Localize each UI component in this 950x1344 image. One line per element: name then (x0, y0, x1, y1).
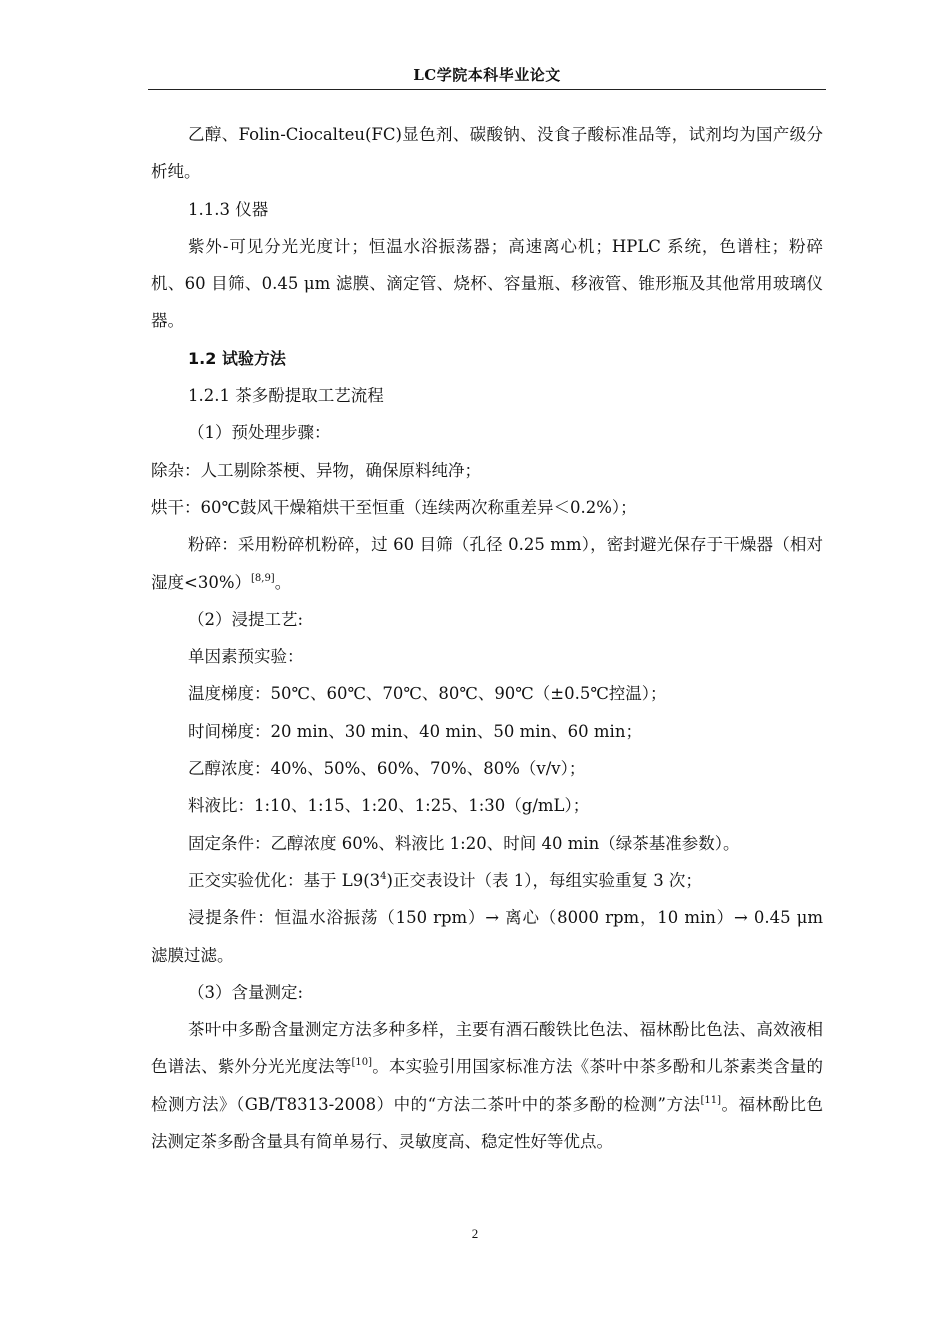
method-text-c: 。福林酚比色法测定茶多酚含量具有简单易行、灵敏度高、稳定性好等优点。 (151, 1094, 823, 1152)
subheading-content-determination: （3）含量测定: (188, 982, 304, 1002)
header-rule (148, 89, 826, 90)
list-item-drying: 烘干：60℃鼓风干燥箱烘干至恒重（连续两次称重差异＜0.2%）； (151, 497, 637, 517)
method-text-a: 茶叶中多酚含量测定方法多种多样，主要有酒石酸铁比色法、福林酚比色法、高效液相色谱法、紫外分光光度法等 (151, 1020, 823, 1077)
list-item-time: 时间梯度：20 min、30 min、40 min、50 min、60 min； (188, 721, 642, 741)
list-item-orthogonal (151, 862, 823, 899)
section-heading-1-2-1: 1.2.1 茶多酚提取工艺流程 (188, 386, 384, 406)
list-item-grinding (151, 526, 823, 601)
instruments-paragraph: 紫外-可见分光光度计；恒温水浴振荡器；高速离心机；HPLC 系统，色谱柱；粉碎机、60 目筛、0.45 μm 滤膜、滴定管、烧杯、容量瓶、移液管、锥形瓶及其他常用玻璃仪器。 (151, 236, 823, 331)
subheading-pretreatment: （1）预处理步骤： (188, 423, 331, 443)
list-item-ratio: 料液比：1:10、1:15、1:20、1:25、1:30（g/mL）； (188, 796, 590, 816)
list-item-fixed-conditions: 固定条件：乙醇浓度 60%、料液比 1:20、时间 40 min（绿茶基准参数）。 (188, 833, 740, 853)
grinding-end: 。 (274, 572, 292, 592)
method-text-b: 。本实验引用国家标准方法《茶叶中茶多酚和儿茶素类含量的检测方法》（GB/T8313-2008）中的“方法二茶叶中的茶多酚的检测”方法 (151, 1057, 824, 1114)
body-text (151, 116, 823, 1160)
list-item-impurity-removal: 除杂：人工剔除茶梗、异物，确保原料纯净； (151, 460, 481, 480)
citation-10: [10] (351, 1057, 372, 1069)
section-heading-1-1-3: 1.1.3 仪器 (188, 199, 269, 219)
subheading-extraction: （2）浸提工艺: (188, 609, 304, 629)
page-number: 2 (471, 1226, 479, 1241)
section-heading-1-2: 1.2 试验方法 (188, 348, 286, 368)
orthogonal-superscript: 4 (380, 870, 387, 882)
grinding-text: 粉碎：采用粉碎机粉碎，过 60 目筛（孔径 0.25 mm），密封避光保存于干燥器（相对湿度<30%） (151, 535, 823, 592)
list-item-ethanol: 乙醇浓度：40%、50%、60%、70%、80%（v/v）； (188, 759, 586, 779)
list-item-extraction-conditions: 浸提条件：恒温水浴振荡（150 rpm）→ 离心（8000 rpm，10 min）→ 0.45 μm 滤膜过滤。 (151, 908, 823, 965)
citation-8-9: [8,9] (251, 572, 275, 584)
citation-11: [11] (700, 1094, 722, 1106)
method-paragraph (151, 1011, 823, 1160)
reagents-paragraph: 乙醇、Folin-Ciocalteu(FC)显色剂、碳酸钠、没食子酸标准品等，试剂均为国产级分析纯。 (151, 125, 823, 182)
page-header-title: LC学院本科毕业论文 (413, 66, 561, 84)
orthogonal-text-b: )正交表设计（表 1），每组实验重复 3 次； (386, 870, 702, 890)
orthogonal-text-a: 正交实验优化：基于 L9(3 (188, 870, 381, 890)
list-item-single-factor: 单因素预实验： (188, 647, 304, 667)
list-item-temperature: 温度梯度：50℃、60℃、70℃、80℃、90℃（±0.5℃控温）； (188, 684, 667, 704)
